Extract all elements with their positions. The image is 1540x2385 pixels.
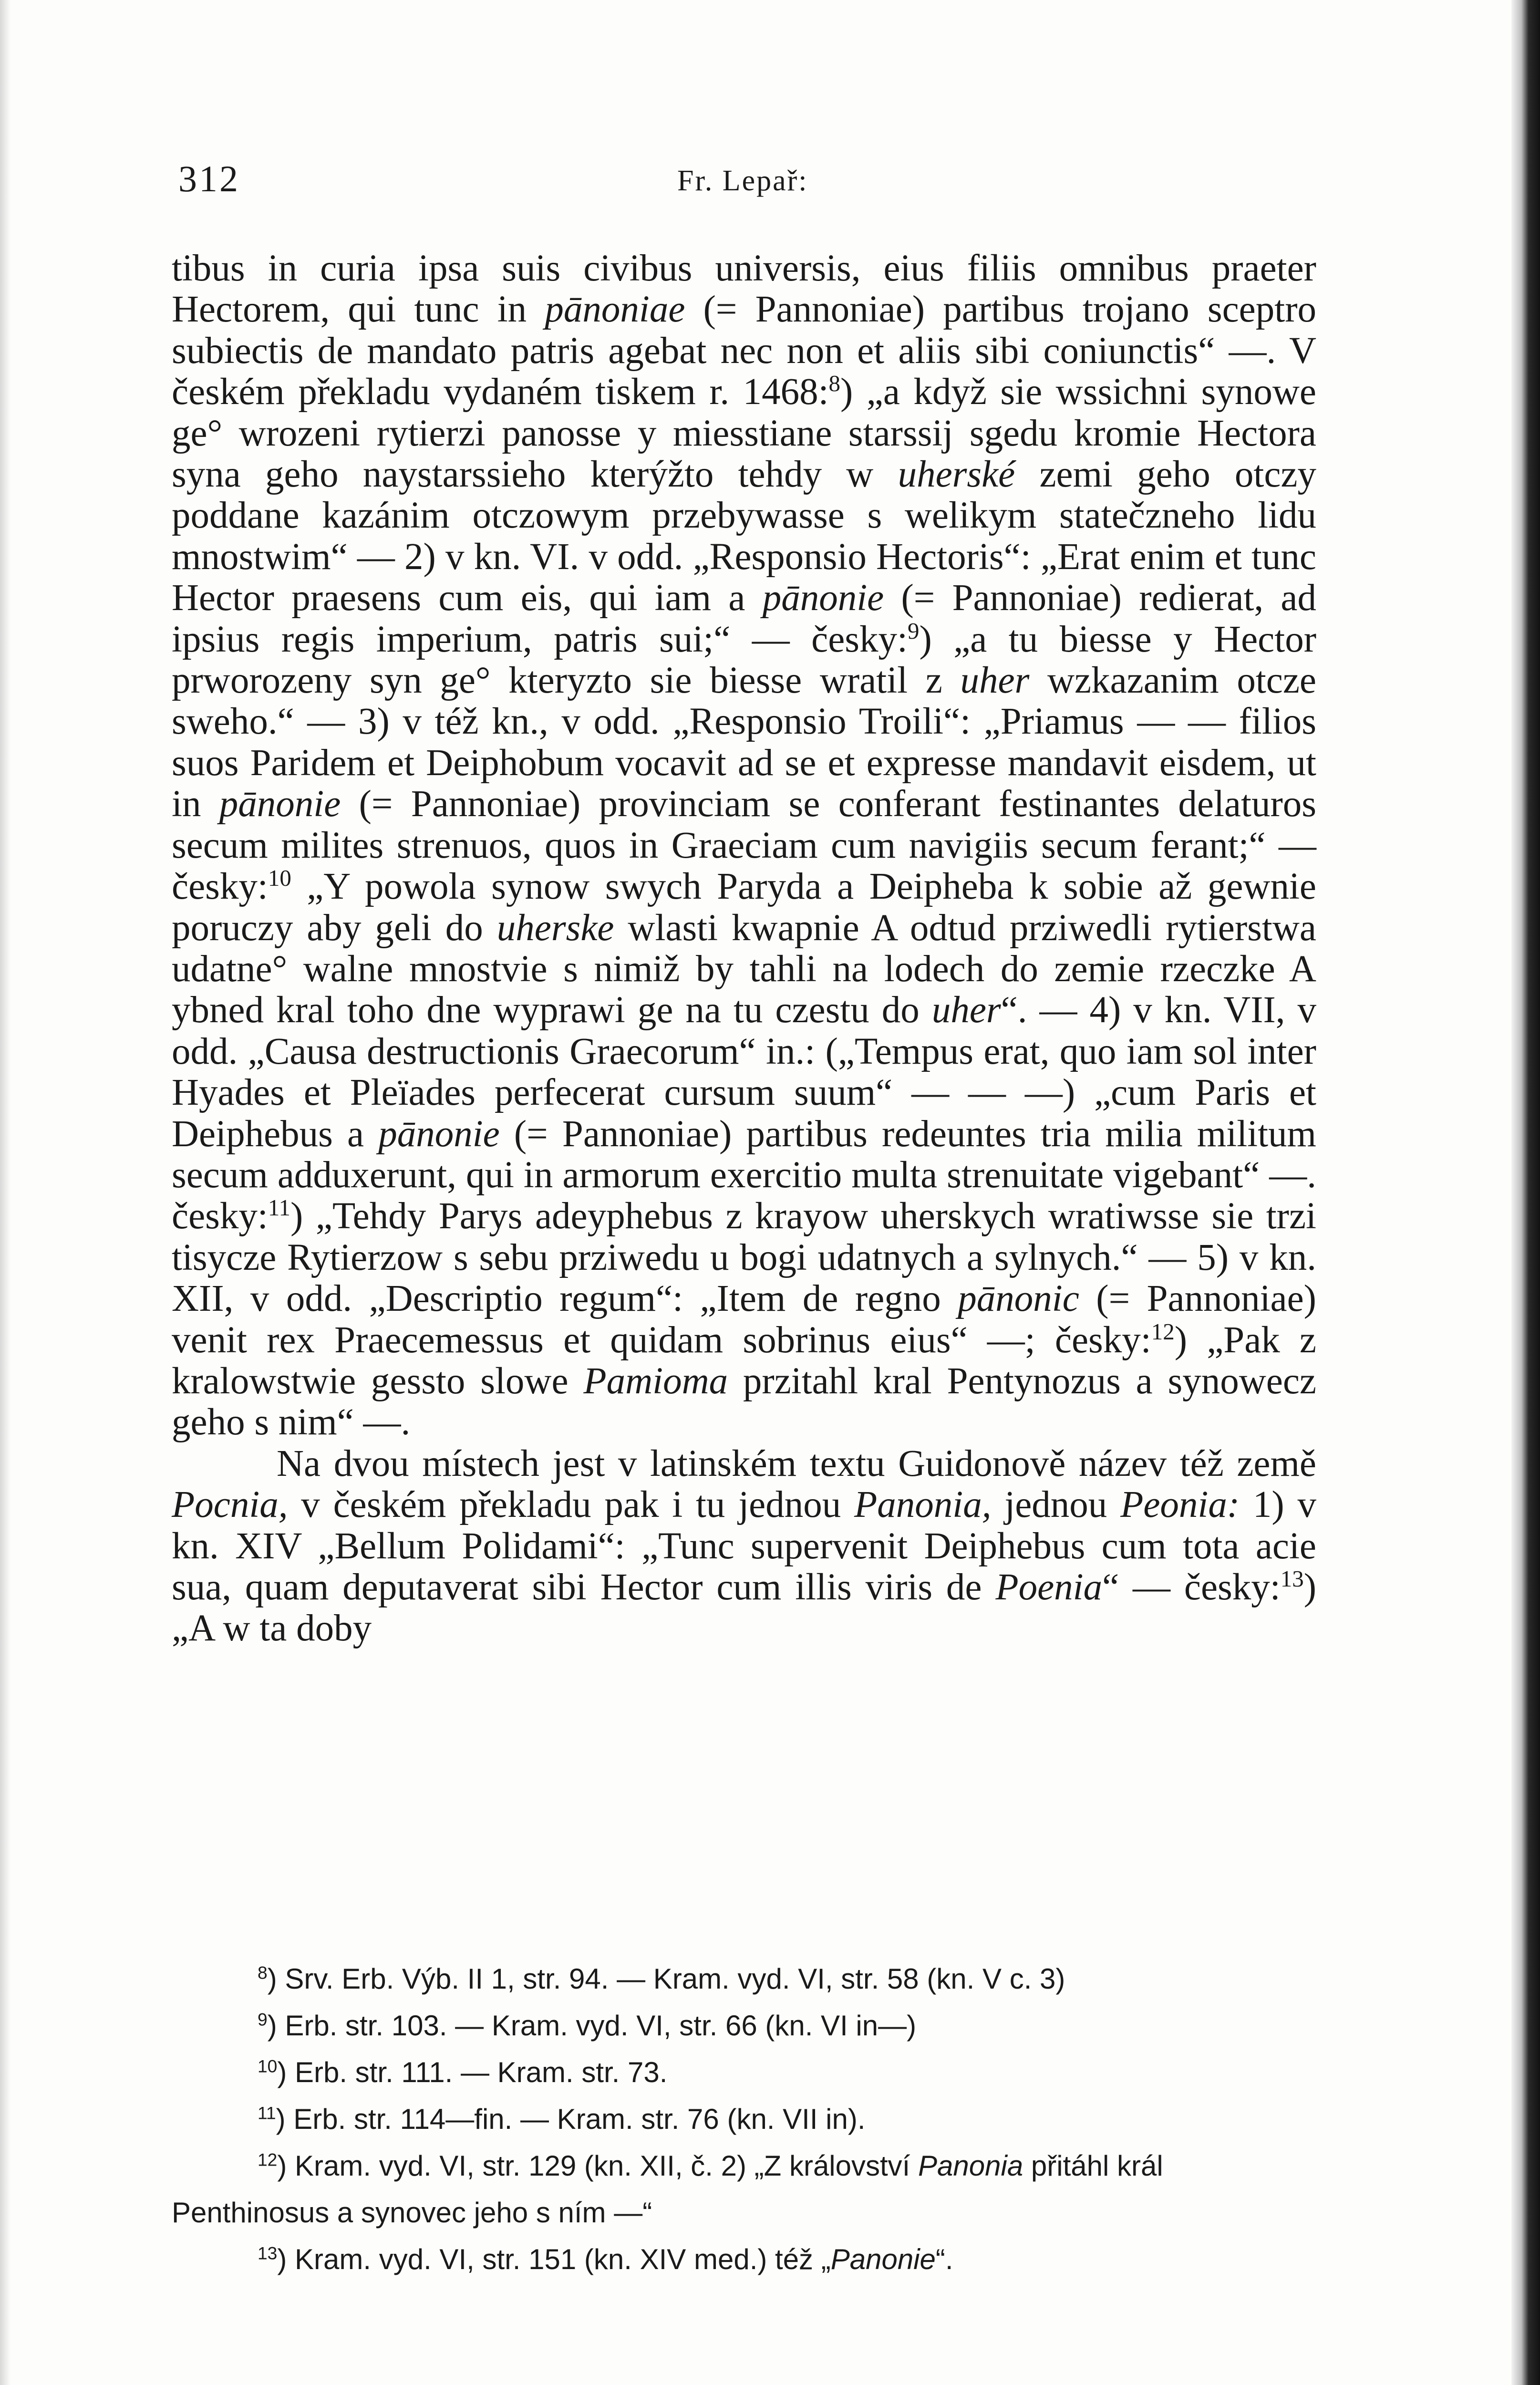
text-span: v českém překladu pak i tu jednou <box>288 1484 855 1526</box>
footnote-number: 11 <box>258 2103 276 2123</box>
italic-term: Pocnia, <box>172 1484 288 1526</box>
footnote <box>172 2049 1316 2096</box>
italic-term: uherské <box>898 454 1015 496</box>
italic-term: uher <box>931 989 1001 1031</box>
footnote-text: ) Erb. str. 111. — Kram. str. 73. <box>277 2056 668 2088</box>
paragraph-2 <box>172 1443 1316 1649</box>
italic-term: pānonic <box>958 1278 1079 1320</box>
footnote <box>172 2143 1316 2236</box>
italic-term: Panonia, <box>854 1484 992 1526</box>
footnote-text: “. <box>935 2243 953 2275</box>
footnote-number: 12 <box>258 2149 278 2170</box>
page-number: 312 <box>178 158 240 199</box>
text-span: ) „Tehdy Parys adeyphebus z krayow uherskych wratiwsse sie trzi tisycze Rytierzow s sebu prziwedu u bogi udatnych a sylnych.“ — 5) v kn. XII, v odd. „Descriptio regum“: „Item de regno <box>172 1195 1316 1320</box>
text-span: (= Pannoniae) provinciam se conferant festinantes delaturos secum milites strenuos, quos in Graeciam cum navigiis secum ferant;“ — česky: <box>172 783 1316 908</box>
text-span: ) „A w ta doby <box>172 1566 1316 1649</box>
text-span: ) „Pak z kralowstwie gessto slowe <box>172 1319 1316 1402</box>
text-span: ) „a tu biesse y Hector prworozeny syn ge° kteryzto sie biesse wratil z <box>172 618 1316 702</box>
footnote-text: ) Erb. str. 114—fin. — Kram. str. 76 (kn. VII in). <box>276 2103 866 2135</box>
footnote <box>172 2236 1316 2283</box>
text-span: (= Pannoniae) venit rex Praecemessus et quidam sobrinus eius“ —; česky: <box>172 1278 1316 1361</box>
footnote-ref: 12 <box>1151 1318 1175 1345</box>
footnote-text: ) Erb. str. 103. — Kram. vyd. VI, str. 66 (kn. VI in—) <box>267 2010 917 2042</box>
italic-term: Peonia: <box>1120 1484 1240 1526</box>
text-span: wzkazanim otcze sweho.“ — 3) v též kn., v odd. „Responsio Troili“: „Priamus — — filios suos Paridem et Deiphobum vocavit ad se et expresse mandavit eisdem, ut in <box>172 660 1316 825</box>
page-right-edge <box>1511 0 1540 2385</box>
page-left-edge <box>0 0 10 2385</box>
footnote-number: 9 <box>258 2009 268 2030</box>
footnote-number: 8 <box>258 1962 268 1983</box>
footnote-ref: 10 <box>268 865 291 892</box>
text-span: (= Pannoniae) partibus trojano sceptro subiectis de mandato patris agebat nec non et aliis sibi coniunctis“ —. V českém překladu vydaném tiskem r. 1468: <box>172 289 1317 413</box>
running-head: Fr. Lepař: <box>677 165 808 197</box>
footnote <box>172 2096 1316 2143</box>
footnote <box>172 1956 1316 2002</box>
text-span: “ — česky: <box>1102 1566 1281 1608</box>
footnote-italic: Panonie <box>830 2243 936 2275</box>
text-span: “. — 4) v kn. VII, v odd. „Causa destructionis Graecorum“ in.: („Tempus erat, quo iam sol inter Hyades et Pleïades perfecerat cursum suum“ — — —) „cum Paris et Deiphebus a <box>172 989 1316 1155</box>
footnote-number: 10 <box>258 2056 278 2076</box>
italic-term: pānonie <box>378 1113 500 1155</box>
footnotes <box>172 1956 1316 2283</box>
text-span: 1) v kn. XIV „Bellum Polidami“: „Tunc supervenit Deiphebus cum tota acie sua, quam deputaverat sibi Hector cum illis viris de <box>172 1484 1317 1608</box>
italic-term: Poenia <box>995 1566 1103 1608</box>
text-span: jednou <box>991 1484 1121 1526</box>
italic-term: pānonie <box>219 783 341 825</box>
footnote-italic: Panonia <box>918 2150 1023 2182</box>
footnote-ref: 11 <box>268 1194 290 1221</box>
footnote-text: ) Kram. vyd. VI, str. 129 (kn. XII, č. 2) „Z království <box>277 2150 919 2182</box>
text-span: ) „a když sie wssichni synowe ge° wrozeni rytierzi panosse y miesstiane starssij sgedu kromie Hectora syna geho naystarssieho kterýžto tehdy w <box>172 371 1316 496</box>
footnote-text: ) Kram. vyd. VI, str. 151 (kn. XIV med.) též „ <box>277 2243 831 2275</box>
footnote-ref: 9 <box>907 617 920 644</box>
italic-term: Pamioma <box>583 1360 728 1402</box>
text-span: (= Pannoniae) partibus redeuntes tria milia militum secum adduxerunt, qui in armorum exercitio multa strenuitate vigebant“ —. česky: <box>172 1113 1316 1237</box>
main-text <box>172 248 1316 1649</box>
footnote-number: 13 <box>258 2243 278 2263</box>
footnote-text: přitáhl král Penthinosus a synovec jeho s ním —“ <box>172 2150 1163 2229</box>
text-span: przitahl kral Pentynozus a synowecz geho s nim“ —. <box>172 1360 1316 1443</box>
italic-term: pānoniae <box>545 289 685 331</box>
italic-term: pānonie <box>762 577 884 619</box>
text-span: (= Pannoniae) redierat, ad ipsius regis imperium, patris sui;“ — česky: <box>172 577 1316 660</box>
italic-term: uherske <box>496 907 614 949</box>
text-span: wlasti kwapnie A odtud prziwedli rytierstwa udatne° walne mnostvie s nimiž by tahli na lodech do zemie rzeczke A ybned kral toho dne wyprawi ge na tu czestu do <box>172 907 1316 1031</box>
text-span: tibus in curia ipsa suis civibus universis, eius filiis omnibus praeter Hectorem, qui tunc in <box>172 248 1316 331</box>
footnote-ref: 13 <box>1280 1566 1304 1592</box>
page-header <box>172 157 1326 210</box>
footnote-text: ) Srv. Erb. Výb. II 1, str. 94. — Kram. vyd. VI, str. 58 (kn. V c. 3) <box>267 1963 1065 1995</box>
text-span: „Y powola synow swych Paryda a Deipheba k sobie až gewnie poruczy aby geli do <box>172 866 1316 949</box>
italic-term: uher <box>960 660 1030 702</box>
paragraph-1 <box>172 248 1316 1443</box>
footnote-ref: 8 <box>828 370 840 397</box>
text-span: Na dvou místech jest v latinském textu Guidonově název též země <box>277 1442 1316 1484</box>
footnote <box>172 2002 1316 2049</box>
text-span: zemi geho otczy poddane kazánim otczowym przebywasse s welikym statečzneho lidu mnostwim“ — 2) v kn. VI. v odd. „Responsio Hectoris“: „Erat enim et tunc Hector praesens cum eis, qui iam a <box>172 454 1316 619</box>
